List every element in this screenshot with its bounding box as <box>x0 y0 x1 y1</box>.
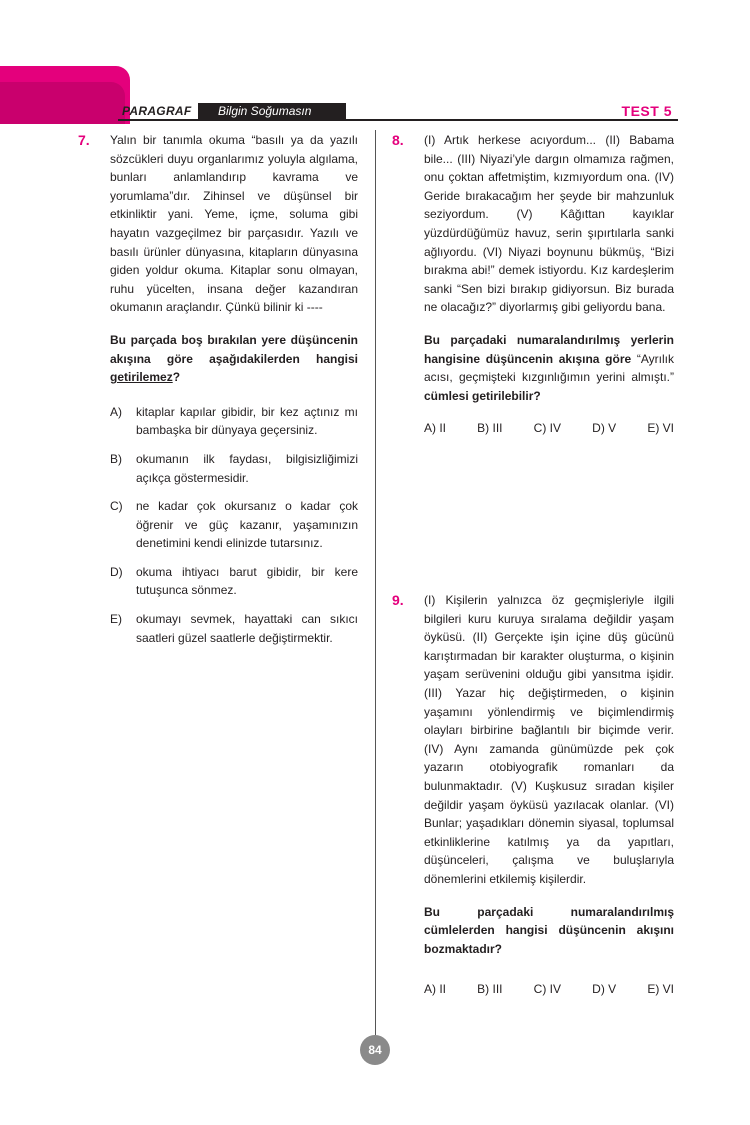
answer-d[interactable]: D) V <box>592 982 617 997</box>
option-c[interactable]: C) ne kadar çok okursanız o kadar çok öğrenir ve güç kazanır, yaşamınızın denetimini kendi elinizde tutarsınız. <box>110 499 358 551</box>
question-passage: Yalın bir tanımla okuma “basılı ya da yazılı sözcükleri duyu organlarımız yoluyla algılama, bunları anlamlandırıp kavrama ve yorumlama”dır. Zihinsel ve düşünsel bir etkinliktir yani. Yeme, içme, soluma gibi hayatın vazgeçilmez bir parçasıdır. Yazılı ve basılı ürünler dünyasına, kitapların dünyasına giden yoldur okuma. Kitaplar sonu olmayan, ruhu yücelten, insana değer kazandıran okumanın araçlandır. Çünkü bilinir ki ---- <box>110 133 358 315</box>
header-tab-decoration-shade <box>0 82 125 124</box>
answer-c[interactable]: C) IV <box>533 982 562 997</box>
answer-a[interactable]: A) II <box>424 421 447 436</box>
option-d[interactable]: D) okuma ihtiyacı barut gibidir, bir kere tutuşunca sönmez. <box>110 564 358 598</box>
topic-label: Bilgin Soğumasın <box>198 103 346 119</box>
answer-d[interactable]: D) V <box>592 421 617 436</box>
question-stem: Bu parçada boş bırakılan yere düşüncenin akışına göre aşağıdakilerden hangisi getirilemez? <box>110 332 358 385</box>
header-rule <box>118 119 678 121</box>
answer-choices <box>424 419 674 438</box>
question-passage: (I) Artık herkese acıyordum... (II) Babama bile... (III) Niyazi’yle dargın olmamıza rağmen, onu çoktan affetmiştim, kızmıyordum ona. (IV) Geride bırakacağım her şeyde bir mahzunluk seziyordum. (V) Kâğıttan kayıklar yüzdürdüğümüz havuz, serin şıpırtılarla sanki ağlıyordu. (VI) Niyazi boynunu bükmüş, “Bizi bırakma abi!” demek istiyordu. Kız kardeşlerim sanki “Sen bizi bırakıp gidiyorsun. Biz burada ne olacağız?” diyorlarmış gibi geliyordu bana. <box>424 133 674 315</box>
section-title: PARAGRAF <box>122 104 192 118</box>
column-divider <box>375 130 376 1035</box>
question-stem: Bu parçadaki numaralandırılmış yerlerin hangisine düşüncenin akışına göre “Ayrılık acısı, geçmişteki kızgınlığımın yerini almıştı.” cümlesi getirilebilir? <box>424 332 674 403</box>
answer-c[interactable]: C) IV <box>533 421 562 436</box>
question-passage: (I) Kişilerin yalnızca öz geçmişleriyle ilgili bilgileri kuru kuruya sıralama değildir yaşam öyküsü. (II) Gerçekte işin içine düş gücünü karıştırmadan bir karakter oluşturma, o kişinin yaşam serüvenini olduğu gibi yansıtma işidir. (III) Yazar hiç değiştirmeden, o kişinin yaşamını yönlendirmiş ve biçimlendirmiş olayları birbirine bağlantılı bir biçimde verir. (IV) Aynı zamanda günümüzde pek çok yazarın otobiyografik romanları da bulunmaktadır. (V) Kuşkusuz sıradan kişiler değildir yaşam öyküsü yazılacak olanlar. (VI) Bunlar; yaşadıkları dönemin siyasal, toplumsal etkinliklerine katılmış ya da yapıtları, düşünceleri, çalışma ve buluşlarıyla dönemlerini etkilemiş kişilerdir. <box>424 593 674 886</box>
answer-choices <box>424 980 674 999</box>
answer-b[interactable]: B) III <box>477 421 503 436</box>
question-8 <box>392 131 674 438</box>
question-stem: Bu parçadaki numaralandırılmış cümlelerden hangisi düşüncenin akışını bozmaktadır? <box>424 904 674 956</box>
option-b[interactable]: B) okumanın ilk faydası, bilgisizliğimizi açıkça göstermesidir. <box>110 451 358 485</box>
answer-b[interactable]: B) III <box>477 982 503 997</box>
answer-a[interactable]: A) II <box>424 982 447 997</box>
answer-e[interactable]: E) VI <box>647 982 674 997</box>
stem-quote: “Ayrılık acısı, geçmişteki kızgınlığımın yerini almıştı.” <box>424 351 674 385</box>
question-7 <box>78 131 358 647</box>
answer-e[interactable]: E) VI <box>647 421 674 436</box>
test-label: TEST 5 <box>621 103 672 119</box>
option-e[interactable]: E) okumayı sevmek, hayattaki can sıkıcı saatleri güzel saatlerle değiştirmektir. <box>110 612 358 645</box>
question-9 <box>392 591 674 999</box>
stem-underlined: getirilemez <box>110 370 173 385</box>
question-number: 9. <box>392 592 404 608</box>
question-number: 7. <box>78 132 90 148</box>
page-number: 84 <box>360 1035 390 1065</box>
question-number: 8. <box>392 132 404 148</box>
option-a[interactable]: A) kitaplar kapılar gibidir, bir kez açtınız mı bambaşka bir dünyaya geçersiniz. <box>110 404 358 438</box>
